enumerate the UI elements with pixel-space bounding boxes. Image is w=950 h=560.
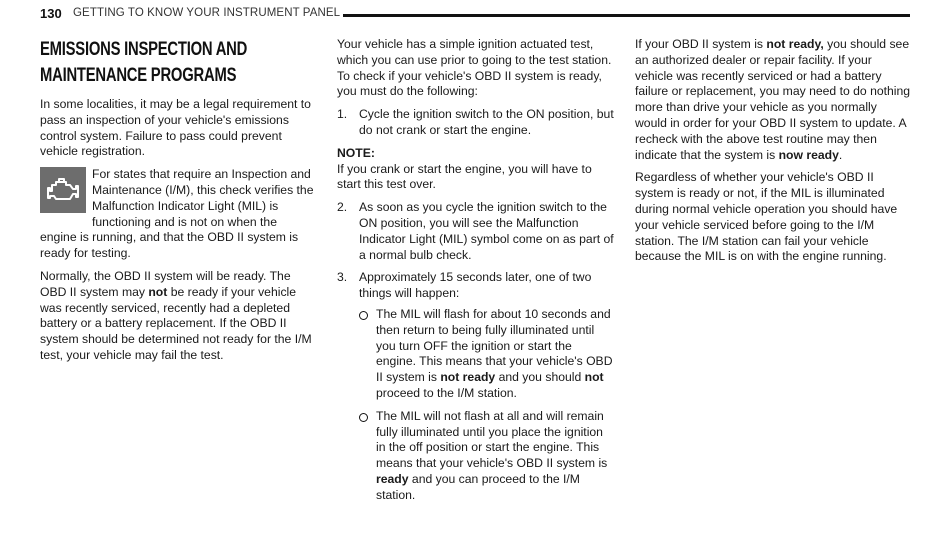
paragraph: For states that require an Inspection and Maintenance (I/M), this check verifies the Malfunction Indicator Light (MIL) is functioning and is not on when the engine is running, and that the OBD II system is ready for testing. xyxy=(40,167,314,261)
list-item xyxy=(337,107,614,139)
paragraph: In some localities, it may be a legal requirement to pass an inspection of your vehicle's emissions control system. Failure to pass could prevent vehicle registration. xyxy=(40,97,311,159)
paragraph: Regardless of whether your vehicle's OBD II system is ready or not, if the MIL is illuminated during normal vehicle operation you should have your vehicle serviced before going to the I/M station. The I/M station can fail your vehicle because the MIL is on with the engine running. xyxy=(635,170,898,264)
mil-info-block xyxy=(40,167,316,269)
paragraph: Your vehicle has a simple ignition actuated test, which you can use prior to going to the test station. To check if your vehicle's OBD II system is ready, you must do the following: xyxy=(337,37,612,99)
numbered-list xyxy=(337,200,614,510)
list-item xyxy=(337,200,614,263)
list-text: As soon as you cycle the ignition switch to the ON position, you will see the Malfunction Indicator Light (MIL) symbol come on as part of a normal bulb check. xyxy=(359,200,614,262)
column-3 xyxy=(635,37,912,272)
note-label: NOTE: xyxy=(337,145,375,160)
page-header xyxy=(40,6,910,26)
column-2 xyxy=(337,37,614,518)
page-number: 130 xyxy=(40,6,62,21)
running-head: GETTING TO KNOW YOUR INSTRUMENT PANEL xyxy=(73,7,341,19)
header-rule xyxy=(343,14,910,17)
list-text: Approximately 15 seconds later, one of two things will happen: The MIL will flash for about 10 seconds and then return to being fully illuminated until you turn OFF the ignition or start the engine. This means that your vehicle's OBD II system is not ready and you should not proceed to the I/M station. The MIL will not flash at all and will remain fully illuminated until you place the ignition in the off position or start the engine. This means that your vehicle's OBD II system is ready and you can proceed to the I/M station. xyxy=(359,270,613,502)
list-item xyxy=(337,270,614,510)
bullet-item xyxy=(359,307,614,402)
bullet-circle-icon xyxy=(359,311,368,320)
paragraph: If your OBD II system is not ready, you should see an authorized dealer or repair facility. If your vehicle was recently serviced or had a battery failure or replacement, you may need to do nothing more than drive your vehicle as you normally would in order for your OBD II system to update. A recheck with the above test routine may then indicate that the system is now ready. xyxy=(635,37,911,162)
check-engine-icon xyxy=(40,167,86,213)
list-text: Cycle the ignition switch to the ON position, but do not crank or start the engine. xyxy=(359,107,614,137)
list-number: 3. xyxy=(337,270,348,285)
numbered-list xyxy=(337,107,614,139)
note-text: If you crank or start the engine, you will have to start this test over. xyxy=(337,161,592,192)
bullet-text: The MIL will flash for about 10 seconds and then return to being fully illuminated until you turn OFF the ignition or start the engine. This means that your vehicle's OBD II system is not ready and you should not proceed to the I/M station. xyxy=(376,306,613,400)
list-number: 2. xyxy=(337,200,348,215)
paragraph: Normally, the OBD II system will be ready. The OBD II system may not be ready if your vehicle was recently serviced, recently had a depleted battery or a battery replacement. If the OBD II system should be determined not ready for the I/M test, your vehicle may fail the test. xyxy=(40,268,312,362)
bullet-circle-icon xyxy=(359,413,368,422)
bullet-text: The MIL will not flash at all and will remain fully illuminated until you place the ignition in the off position or start the engine. This means that your vehicle's OBD II system is ready and you can proceed to the I/M station. xyxy=(376,408,608,502)
list-number: 1. xyxy=(337,107,348,122)
bullet-item xyxy=(359,409,614,504)
section-title: EMISSIONS INSPECTION AND MAINTENANCE PROGRAMS xyxy=(40,39,248,86)
column-1 xyxy=(40,37,316,371)
